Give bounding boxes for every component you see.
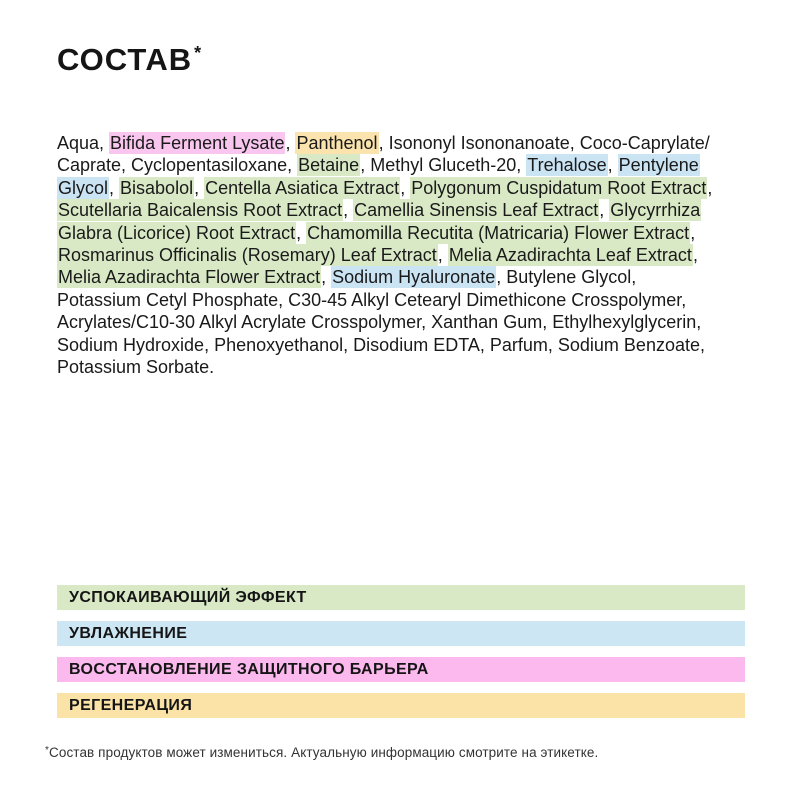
- ingredient-text: ,: [400, 177, 411, 198]
- ingredient-highlight-green: Bisabolol: [120, 177, 194, 198]
- ingredient-highlight-yellow: Panthenol: [296, 133, 378, 153]
- ingredients-line: [57, 289, 767, 311]
- ingredients-line: [57, 266, 767, 288]
- legend-label: УВЛАЖНЕНИЕ: [69, 624, 188, 642]
- ingredient-text: ,: [194, 177, 205, 198]
- ingredients-line: [57, 222, 767, 244]
- ingredient-text: ,: [109, 177, 120, 198]
- legend-row: [57, 657, 745, 682]
- ingredient-highlight-green: Glycyrrhiza: [610, 200, 701, 221]
- ingredient-text: Potassium Sorbate.: [57, 357, 215, 378]
- ingredient-highlight-green: Melia Azadirachta Flower Extract: [58, 267, 321, 288]
- legend-row: [57, 693, 745, 718]
- legend-label: РЕГЕНЕРАЦИЯ: [69, 696, 193, 714]
- ingredient-text: ,: [690, 222, 696, 243]
- legend-row: [57, 621, 745, 646]
- ingredient-highlight-green: Chamomilla Recutita (Matricaria) Flower Extract: [307, 222, 690, 243]
- ingredient-text: Sodium Hydroxide, Phenoxyethanol, Disodium EDTA, Parfum, Sodium Benzoate,: [57, 334, 705, 355]
- ingredient-text: ,: [599, 200, 610, 221]
- ingredient-text: ,: [437, 245, 448, 266]
- legend-row: [57, 585, 745, 610]
- footnote-text: Состав продуктов может измениться. Актуальную информацию смотрите на этикетке.: [49, 745, 599, 760]
- ingredient-highlight-blue: Glycol: [58, 177, 109, 198]
- ingredients-line: [57, 334, 767, 356]
- ingredient-highlight-green: Glabra (Licorice) Root Extract: [58, 222, 296, 243]
- ingredient-text: Acrylates/C10-30 Alkyl Acrylate Crosspolymer, Xanthan Gum, Ethylhexylglycerin,: [57, 312, 702, 333]
- ingredient-highlight-green: Scutellaria Baicalensis Root Extract: [58, 200, 343, 221]
- ingredients-line: [57, 244, 767, 266]
- ingredient-highlight-green: Betaine: [298, 155, 360, 176]
- ingredient-highlight-green: Rosmarinus Officinalis (Rosemary) Leaf Extract: [58, 245, 437, 266]
- legend-label: ВОССТАНОВЛЕНИЕ ЗАЩИТНОГО БАРЬЕРА: [69, 660, 429, 678]
- ingredients-line: [57, 356, 767, 378]
- footnote-asterisk: *: [45, 745, 49, 756]
- ingredient-highlight-green: Centella Asiatica Extract: [205, 177, 400, 198]
- ingredient-text: , Methyl Gluceth-20,: [360, 155, 527, 176]
- ingredients-line: [57, 177, 767, 199]
- ingredient-highlight-blue: Sodium Hyaluronate: [332, 267, 496, 288]
- legend-label: УСПОКАИВАЮЩИЙ ЭФФЕКТ: [69, 588, 307, 606]
- ingredient-text: ,: [707, 177, 713, 198]
- ingredient-text: ,: [296, 222, 307, 243]
- ingredient-text: ,: [607, 155, 618, 176]
- ingredient-text: ,: [692, 245, 698, 266]
- ingredients-line: [57, 311, 767, 333]
- ingredient-highlight-blue: Pentylene: [618, 155, 699, 176]
- ingredient-highlight-pink: Bifida Ferment Lysate: [110, 133, 285, 153]
- page-title-text: СОСТАВ: [57, 42, 193, 77]
- ingredients-line: [57, 199, 767, 221]
- ingredient-text: ,: [343, 200, 354, 221]
- ingredients-line: [57, 154, 767, 176]
- ingredient-text: Potassium Cetyl Phosphate, C30-45 Alkyl Cetearyl Dimethicone Crosspolymer,: [57, 289, 687, 310]
- ingredient-text: Caprate, Cyclopentasiloxane,: [57, 155, 298, 176]
- ingredient-text: ,: [321, 267, 332, 288]
- ingredients-line: [57, 132, 767, 154]
- ingredient-text: , Isononyl Isononanoate, Coco-Caprylate/: [378, 133, 710, 153]
- page-title: [57, 42, 202, 78]
- ingredient-highlight-blue: Trehalose: [527, 155, 607, 176]
- ingredient-highlight-green: Polygonum Cuspidatum Root Extract: [411, 177, 707, 198]
- footnote: [45, 745, 598, 760]
- page-title-asterisk: *: [194, 43, 202, 63]
- ingredient-text: ,: [285, 133, 296, 153]
- ingredient-text: Aqua,: [57, 133, 110, 153]
- ingredient-highlight-green: Camellia Sinensis Leaf Extract: [354, 200, 599, 221]
- ingredient-text: , Butylene Glycol,: [496, 267, 637, 288]
- ingredient-highlight-green: Melia Azadirachta Leaf Extract: [448, 245, 692, 266]
- ingredients-list: [57, 132, 767, 378]
- effects-legend: [57, 585, 745, 729]
